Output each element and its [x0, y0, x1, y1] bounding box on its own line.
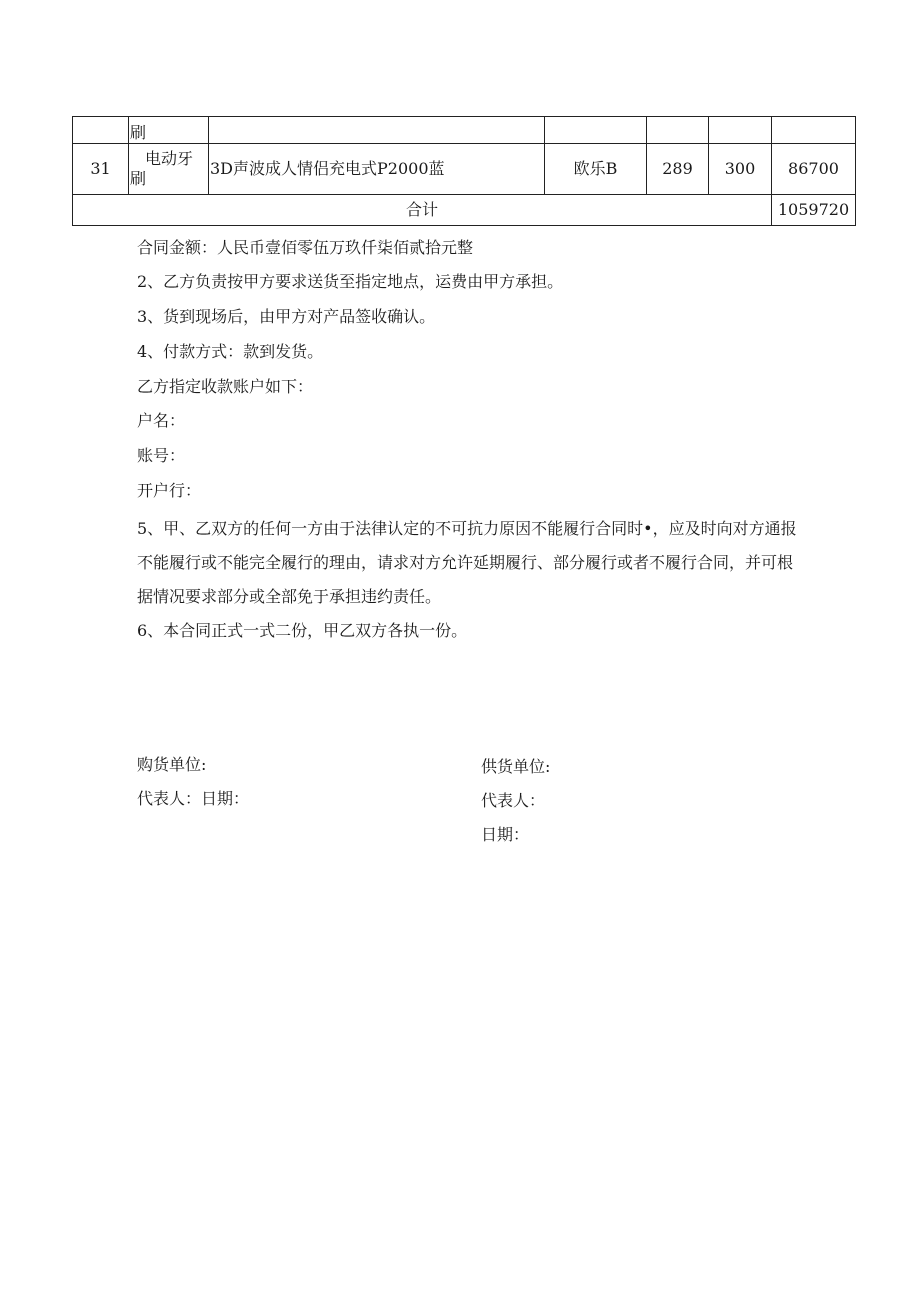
- cell-name: 刷: [129, 117, 209, 144]
- cell-spec: [209, 117, 545, 144]
- clause-5: [137, 512, 837, 614]
- clause-6: 6、本合同正式一式二份，甲乙双方各执一份。: [137, 621, 468, 640]
- total-amount: 1059720: [772, 195, 856, 226]
- cell-qty: 300: [709, 144, 772, 195]
- supplier-unit: 供货单位:: [481, 757, 551, 776]
- buyer-rep-date: 代表人：日期：: [137, 789, 250, 808]
- cell-no: 31: [73, 144, 129, 195]
- account-name: 户名：: [137, 411, 186, 430]
- clause-5-line: 据情况要求部分或全部免于承担违约责任。: [137, 587, 442, 606]
- supplier-date: 日期：: [481, 825, 530, 844]
- cell-name-line2: 刷: [130, 169, 147, 188]
- clause-3: 3、货到现场后，由甲方对产品签收确认。: [137, 307, 436, 326]
- clause-2: 2、乙方负责按甲方要求送货至指定地点，运费由甲方承担。: [137, 272, 564, 291]
- bank-name: 开户行：: [137, 481, 202, 500]
- cell-brand: 欧乐B: [545, 144, 647, 195]
- account-number: 账号：: [137, 446, 186, 465]
- cell-name-line1: 电动牙: [144, 149, 193, 168]
- cell-name: [129, 144, 209, 195]
- table-row: [73, 144, 856, 195]
- cell-amount: [772, 117, 856, 144]
- contract-amount: 合同金额：人民币壹佰零伍万玖仟柒佰贰拾元整: [137, 238, 474, 257]
- cell-brand: [545, 117, 647, 144]
- account-intro: 乙方指定收款账户如下：: [137, 377, 314, 396]
- table-row: [73, 117, 856, 144]
- cell-price: [647, 117, 709, 144]
- clause-4: 4、付款方式：款到发货。: [137, 342, 324, 361]
- clause-5-line: 5、甲、乙双方的任何一方由于法律认定的不可抗力原因不能履行合同时•，应及时向对方通报: [137, 519, 797, 538]
- goods-table: [72, 116, 856, 226]
- cell-amount: 86700: [772, 144, 856, 195]
- cell-qty: [709, 117, 772, 144]
- cell-no: [73, 117, 129, 144]
- total-row: [73, 195, 856, 226]
- buyer-unit: 购货单位:: [137, 755, 207, 774]
- cell-spec: 3D声波成人情侣充电式P2000蓝: [209, 144, 545, 195]
- total-label: 合计: [73, 195, 772, 226]
- supplier-rep: 代表人：: [481, 791, 546, 810]
- cell-price: 289: [647, 144, 709, 195]
- clause-5-line: 不能履行或不能完全履行的理由，请求对方允许延期履行、部分履行或者不履行合同，并可根: [137, 553, 794, 572]
